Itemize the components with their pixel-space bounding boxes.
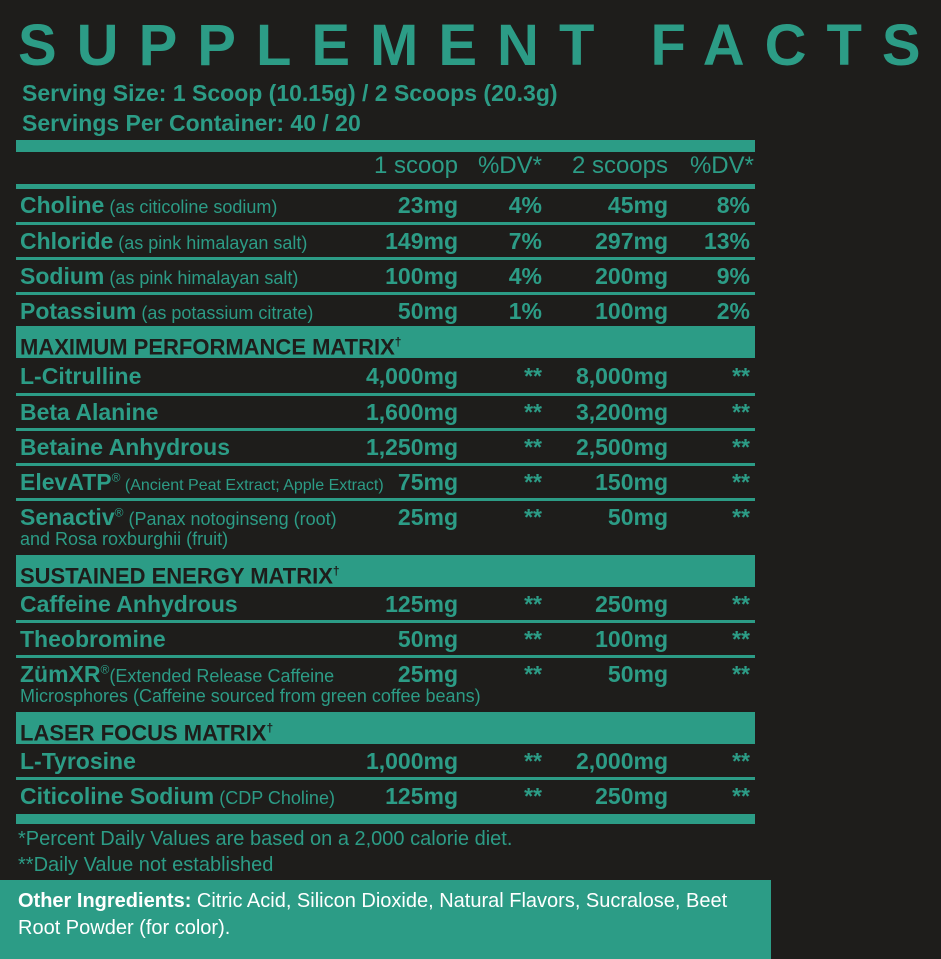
footer-divider — [16, 814, 755, 824]
row-divider — [16, 777, 755, 780]
footnote-dv: *Percent Daily Values are based on a 2,000 calorie diet. — [18, 828, 513, 850]
other-ingredients-band — [0, 880, 771, 959]
row-divider — [16, 428, 755, 431]
ingredient-name: Senactiv® (Panax notoginseng (root) — [20, 504, 337, 530]
col-dv-1: %DV* — [477, 152, 542, 179]
table-row: ZümXR®(Extended Release Caffeine Microsphores (Caffeine sourced from green coffee beans) 25mg ** 50mg ** — [20, 661, 750, 706]
panel-title: SUPPLEMENT FACTS — [18, 13, 941, 78]
section-performance-matrix: MAXIMUM PERFORMANCE MATRIX† — [16, 326, 755, 358]
footnote-not-established: **Daily Value not established — [18, 854, 274, 876]
row-divider — [16, 292, 755, 295]
section-focus-matrix: LASER FOCUS MATRIX† — [16, 712, 755, 744]
row-divider — [16, 393, 755, 396]
nutrient-name: Chloride (as pink himalayan salt) — [20, 228, 308, 254]
ingredient-name: Beta Alanine — [20, 399, 159, 425]
ingredient-name: ElevATP® (Ancient Peat Extract; Apple Extract) — [20, 469, 384, 495]
row-divider — [16, 257, 755, 260]
nutrient-name: Potassium (as potassium citrate) — [20, 298, 314, 324]
col-1-scoop: 1 scoop — [373, 152, 458, 179]
row-divider — [16, 222, 755, 225]
serving-size: Serving Size: 1 Scoop (10.15g) / 2 Scoops (20.3g) — [22, 80, 558, 106]
ingredient-name: Caffeine Anhydrous — [20, 591, 238, 617]
col-2-scoops: 2 scoops — [571, 152, 668, 179]
col-dv-2: %DV* — [689, 152, 754, 179]
ingredient-name: L-Tyrosine — [20, 748, 136, 774]
supplement-facts-panel: SUPPLEMENT FACTS Serving Size: 1 Scoop (10.15g) / 2 Scoops (20.3g) Servings Per Container: 40 / 20 1 scoop %DV* 2 scoops %DV* Choline (as citicoline sodium) 23mg 4% 45mg 8% Chloride (as pink himalayan salt) 149mg 7% 297mg 13% Sodium (as pink himalayan salt) 100mg 4% 200mg 9% Potassium (as potassium citrate) 50mg 1% 100mg 2% MAXIMUM PERFORMANCE MATRIX† L-Citrulline 4,000mg ** 8,000mg ** Beta Alanine 1,600mg ** 3,200mg ** Betaine Anhydrous 1,250mg ** 2,500mg ** ElevATP® (Ancient Peat Extract; Apple Extract) 75mg ** 150mg ** Senactiv® (Panax notoginseng (root) and Rosa roxburghii (fruit) 25mg ** 50mg ** SUSTAINED ENERGY MATRIX† Caffeine Anhydrous 125mg ** 250mg ** Theobromine 50mg ** 100mg ** ZümXR®(Extended Release Caffeine Microsphores (Caffeine sourced from green coffee beans) 25mg ** 50mg ** LASER FOCUS MATRIX† L-Tyrosine 1,000mg ** 2,000mg ** Citicoline Sodium (CDP Choline) 125mg ** 250mg ** *Percent Daily Values are based on a 2,000 calorie diet. **Daily Value not established Other Ingredients: Citric Acid, Silicon Dioxide, Natural Flavors, Sucralose, Beet Root Powder (for color). — [0, 0, 771, 959]
ingredient-name: Theobromine — [20, 626, 166, 652]
header-divider — [16, 140, 755, 152]
section-energy-matrix: SUSTAINED ENERGY MATRIX† — [16, 555, 755, 587]
other-ingredients: Other Ingredients: Citric Acid, Silicon Dioxide, Natural Flavors, Sucralose, Beet Root Powder (for color). — [18, 890, 728, 939]
row-divider — [16, 620, 755, 623]
ingredient-name: ZümXR®(Extended Release Caffeine — [20, 661, 335, 687]
ingredient-name: Citicoline Sodium (CDP Choline) — [20, 783, 335, 809]
ingredient-name: Betaine Anhydrous — [20, 434, 231, 460]
nutrient-name: Choline (as citicoline sodium) — [20, 192, 278, 218]
row-divider — [16, 463, 755, 466]
column-header-divider — [16, 184, 755, 189]
servings-per-container: Servings Per Container: 40 / 20 — [22, 110, 361, 136]
ingredient-name: L-Citrulline — [20, 363, 142, 389]
table-row: Senactiv® (Panax notoginseng (root) and Rosa roxburghii (fruit) 25mg ** 50mg ** — [20, 504, 750, 549]
nutrient-name: Sodium (as pink himalayan salt) — [20, 263, 299, 289]
